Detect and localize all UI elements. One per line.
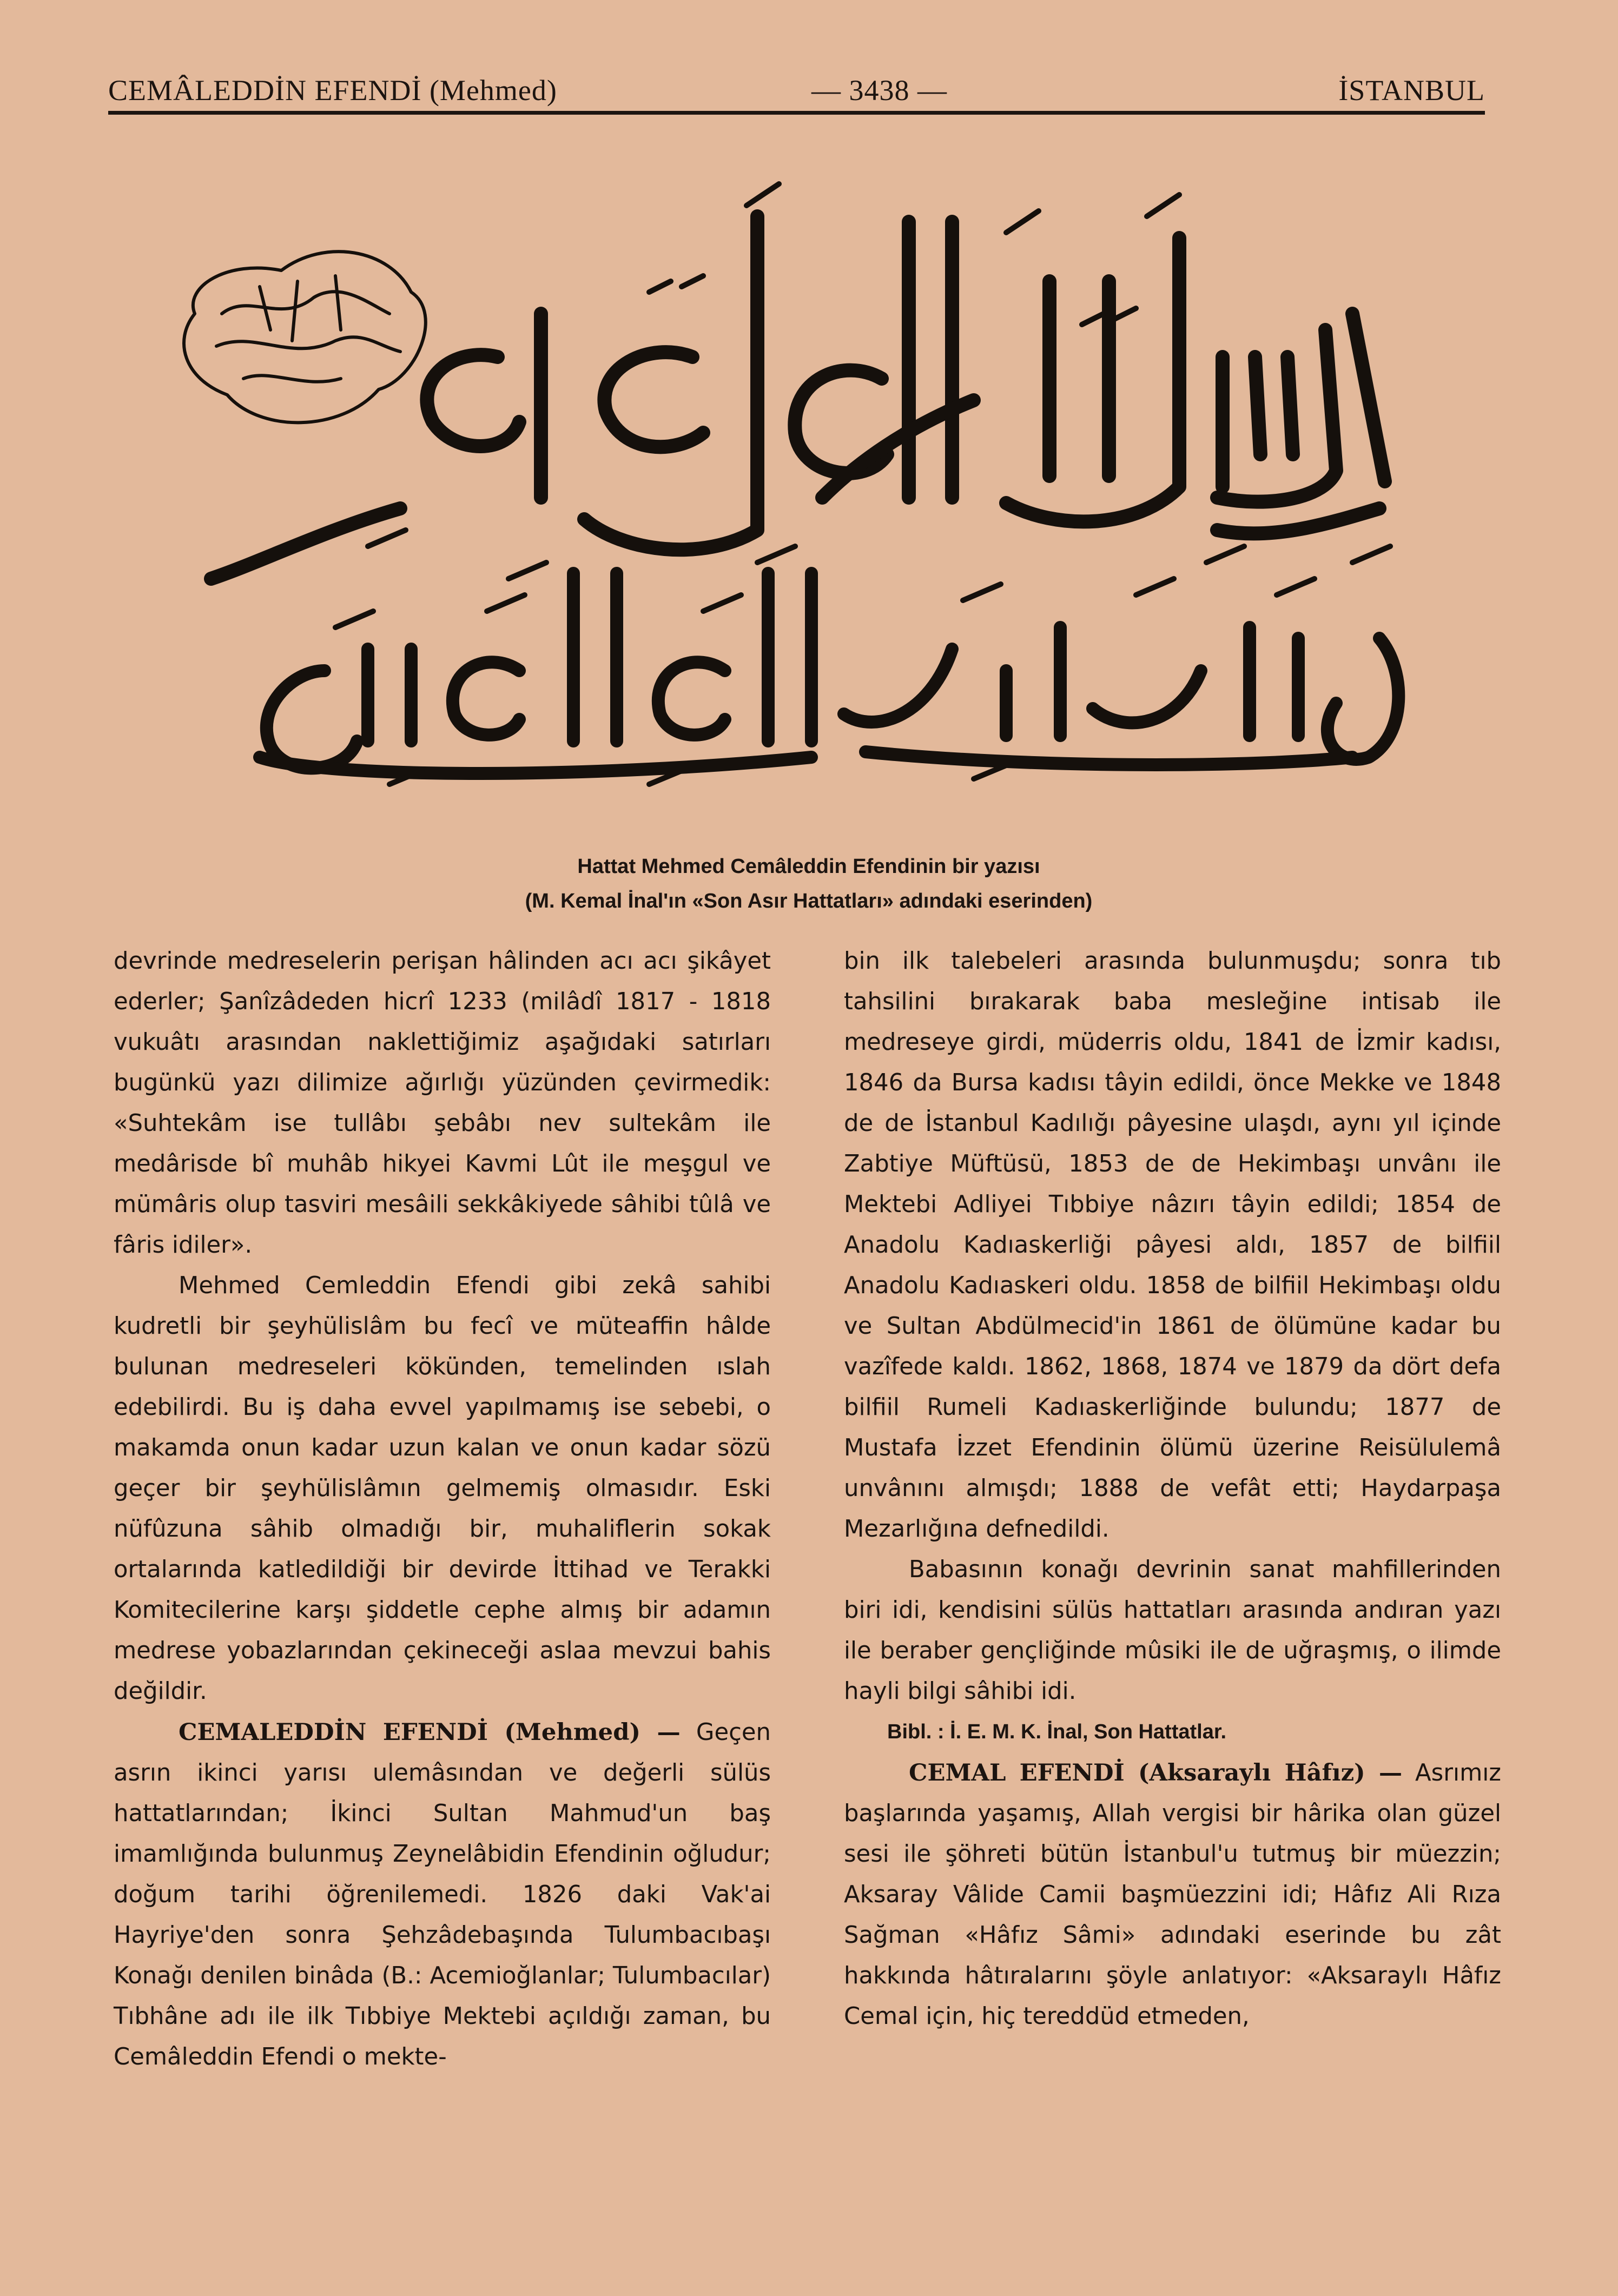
calligraphy-line-1 [211,216,1385,579]
entry-text: Asrımız başlarında yaşamış, Allah vergisi bir hârika olan güzel sesi ile şöhreti bütün İstanbul'u tutmuş bir müezzin; Aksaray Vâlide Camii başmüezzini idi; Hâfız Ali Rıza Sağman «Hâfız Sâmi» adındaki eserinde bu zât hakkında hâtıralarını şöyle anlatıyor: «Aksaraylı Hâfız Cemal için, hiç tereddüd etmeden, [844,1759,1501,2030]
paragraph: Mehmed Cemleddin Efendi gibi zekâ sahibi kudretli bir şeyhülislâm bu fecî ve müteaffin hâlde bulunan medreseleri kökünden, temelinden ıslah edebilirdi. Bu iş daha evvel yapılmamış ise sebebi, o makamda onun kadar uzun kalan ve onun kadar sözü geçer bir şeyhülislâmın gelmemiş olmasıdır. Eski nüfûzuna sâhib olmadığı bir, muhaliflerin sokak ortalarında katledildiği bir devirde İttihad ve Terakki Komitecilerine karşı şiddetle cephe almış bir adamın medrese yobazlarından çekineceği aslaa mevzui bahis değildir. [114,1272,771,1705]
entry-text: Geçen asrın ikinci yarısı ulemâsından ve değerli sülüs hattatlarından; İkinci Sultan Mahmud'un baş imamlığında bulunmuş Zeynelâbidin Efendinin oğludur; doğum tarihi öğrenilemedi. 1826 daki Vak'ai Hayriye'den sonra Şehzâdebaşında Tulumbacıbaşı Konağı denilen binâda (B.: Acemioğlanlar; Tulumbacılar) Tıbhâne adı ile ilk Tıbbiye Mektebi açıldığı zaman, bu Cemâleddin Efendi o mekte- [114,1719,771,2070]
left-column [114,941,771,2077]
image-caption [227,849,1390,918]
calligraphy-line-2 [260,573,1398,773]
entry-heading: CEMAL EFENDİ (Aksaraylı Hâfız) — [909,1759,1403,1786]
page-number: — 3438 — [811,74,947,107]
entry-paragraph [844,1752,1501,2037]
paragraph: Babasının konağı devrinin sanat mahfillerinden biri idi, kendisini sülüs hattatları arasında andıran yazı ile beraber gençliğinde mûsiki ile de uğraşmış, o ilimde hayli bilgi sâhibi idi. [844,1556,1501,1705]
paragraph: devrinde medreselerin perişan hâlinden acı acı şikâyet ederler; Şanîzâdeden hicrî 1233 (milâdî 1817 - 1818 vukuâtı arasından naklettiğimiz aşağıdaki satırları bugünkü yazı dilimize ağırlığı yüzünden çevirmedik: «Suhtekâm ise tullâbı şebâbı nev sultekâm ile medârisde bî muhâb hikyei Kavmi Lût ile meşgul ve mümâris olup tasviri mesâili sekkâkiyede sâhibi tûlâ ve fâris idiler». [114,948,771,1259]
calligraphy-diacritics-2 [335,579,1315,784]
header-title: CEMÂLEDDİN EFENDİ (Mehmed) [108,74,557,107]
header-rule [108,111,1485,115]
paragraph: bin ilk talebeleri arasında bulunmuşdu; sonra tıb tahsilini bırakarak baba mesleğine intisab ile medreseye girdi, müderris oldu, 1841 de İzmir kadısı, 1846 da Bursa kadısı tâyin edildi, önce Mekke ve 1848 de de İstanbul Kadılığı pâyesine ulaşdı, aynı yıl içinde Zabtiye Müftüsü, 1853 de de Hekimbaşı unvânı ile Mektebi Adliyei Tıbbiye nâzırı tâyin edildi; 1854 de Anadolu Kadıaskerliği pâyesi aldı, 1857 de bilfiil Anadolu Kadıaskeri oldu. 1858 de bilfiil Hekimbaşı oldu ve Sultan Abdülmecid'in 1861 de ölümüne kadar bu vazîfede kaldı. 1862, 1868, 1874 ve 1879 da dört defa bilfiil Rumeli Kadıaskerliğinde bulundu; 1877 de Mustafa İzzet Efendinin ölümü üzerine Reisülulemâ unvânını almışdı; 1888 de vefât etti; Haydarpaşa Mezarlığına defnedildi. [844,948,1501,1543]
bibliography: Bibl. : İ. E. M. K. İnal, Son Hattatlar. [887,1721,1227,1743]
caption-line-1: Hattat Mehmed Cemâleddin Efendinin bir yazısı [577,855,1040,878]
calligraphy-image [162,151,1450,822]
right-column [844,941,1501,2037]
header-section: İSTANBUL [1338,74,1485,107]
calligrapher-signature [184,252,426,422]
entry-paragraph [114,1712,771,2077]
running-header [108,69,1485,107]
caption-line-2: (M. Kemal İnal'ın «Son Asır Hattatları» adındaki eserinden) [525,890,1093,912]
entry-heading: CEMALEDDİN EFENDİ (Mehmed) — [179,1718,681,1746]
